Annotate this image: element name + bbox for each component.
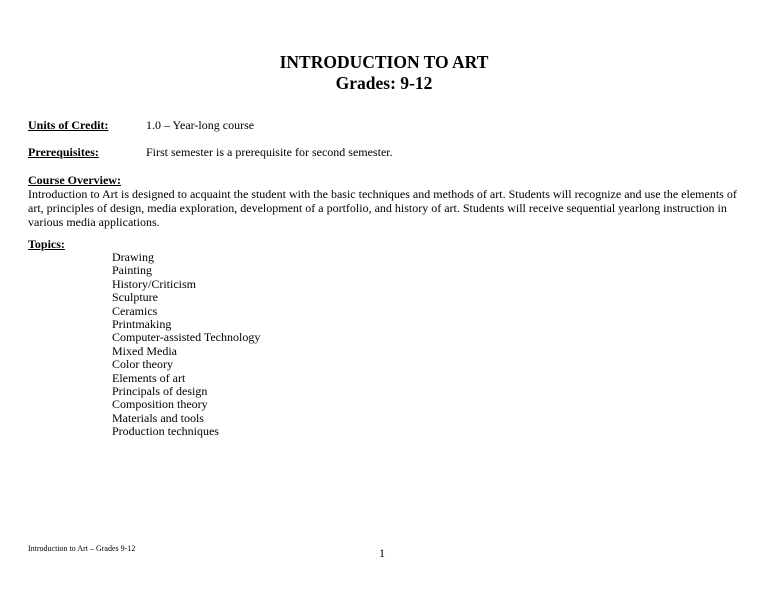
- topic-item: Drawing: [112, 250, 154, 264]
- topic-item: Composition theory: [112, 397, 208, 412]
- footer-text: Introduction to Art – Grades 9-12: [28, 544, 136, 553]
- topics-section: [28, 237, 65, 251]
- course-overview-text: Introduction to Art is designed to acquaint the student with the basic techniques and methods of art. Students will recognize and use the elements of art, principles of design, media exploration, development of a portfolio, and history of art. Students will receive sequential yearlong instruction in various media applications.: [28, 187, 737, 229]
- prerequisites-value: First semester is a prerequisite for second semester.: [146, 145, 393, 159]
- topics-list: [112, 251, 260, 439]
- units-of-credit-value: 1.0 – Year-long course: [146, 118, 255, 132]
- topic-item: Sculpture: [112, 290, 158, 305]
- topic-item: Printmaking: [112, 317, 172, 332]
- topic-item: Elements of art: [112, 370, 186, 385]
- document-subtitle: Grades: 9-12: [335, 73, 433, 93]
- topic-item: Materials and tools: [112, 410, 204, 425]
- units-of-credit-label: Units of Credit:: [28, 118, 109, 132]
- topic-item: Mixed Media: [112, 343, 177, 358]
- topic-item: Production techniques: [112, 424, 219, 439]
- topic-item: Ceramics: [112, 303, 158, 318]
- course-overview-section: [28, 173, 740, 229]
- page-number: 1: [379, 546, 385, 560]
- topic-item: History/Criticism: [112, 276, 196, 291]
- title-block: [0, 52, 768, 94]
- topic-item: Color theory: [112, 357, 173, 372]
- topic-item: Painting: [112, 263, 153, 278]
- course-overview-heading: Course Overview:: [28, 173, 121, 187]
- topic-item: Principals of design: [112, 384, 208, 399]
- document-title: INTRODUCTION TO ART: [279, 52, 489, 72]
- topic-item: Computer-assisted Technology: [112, 330, 261, 345]
- prerequisites-label: Prerequisites:: [28, 145, 99, 159]
- topics-heading: Topics:: [28, 237, 65, 251]
